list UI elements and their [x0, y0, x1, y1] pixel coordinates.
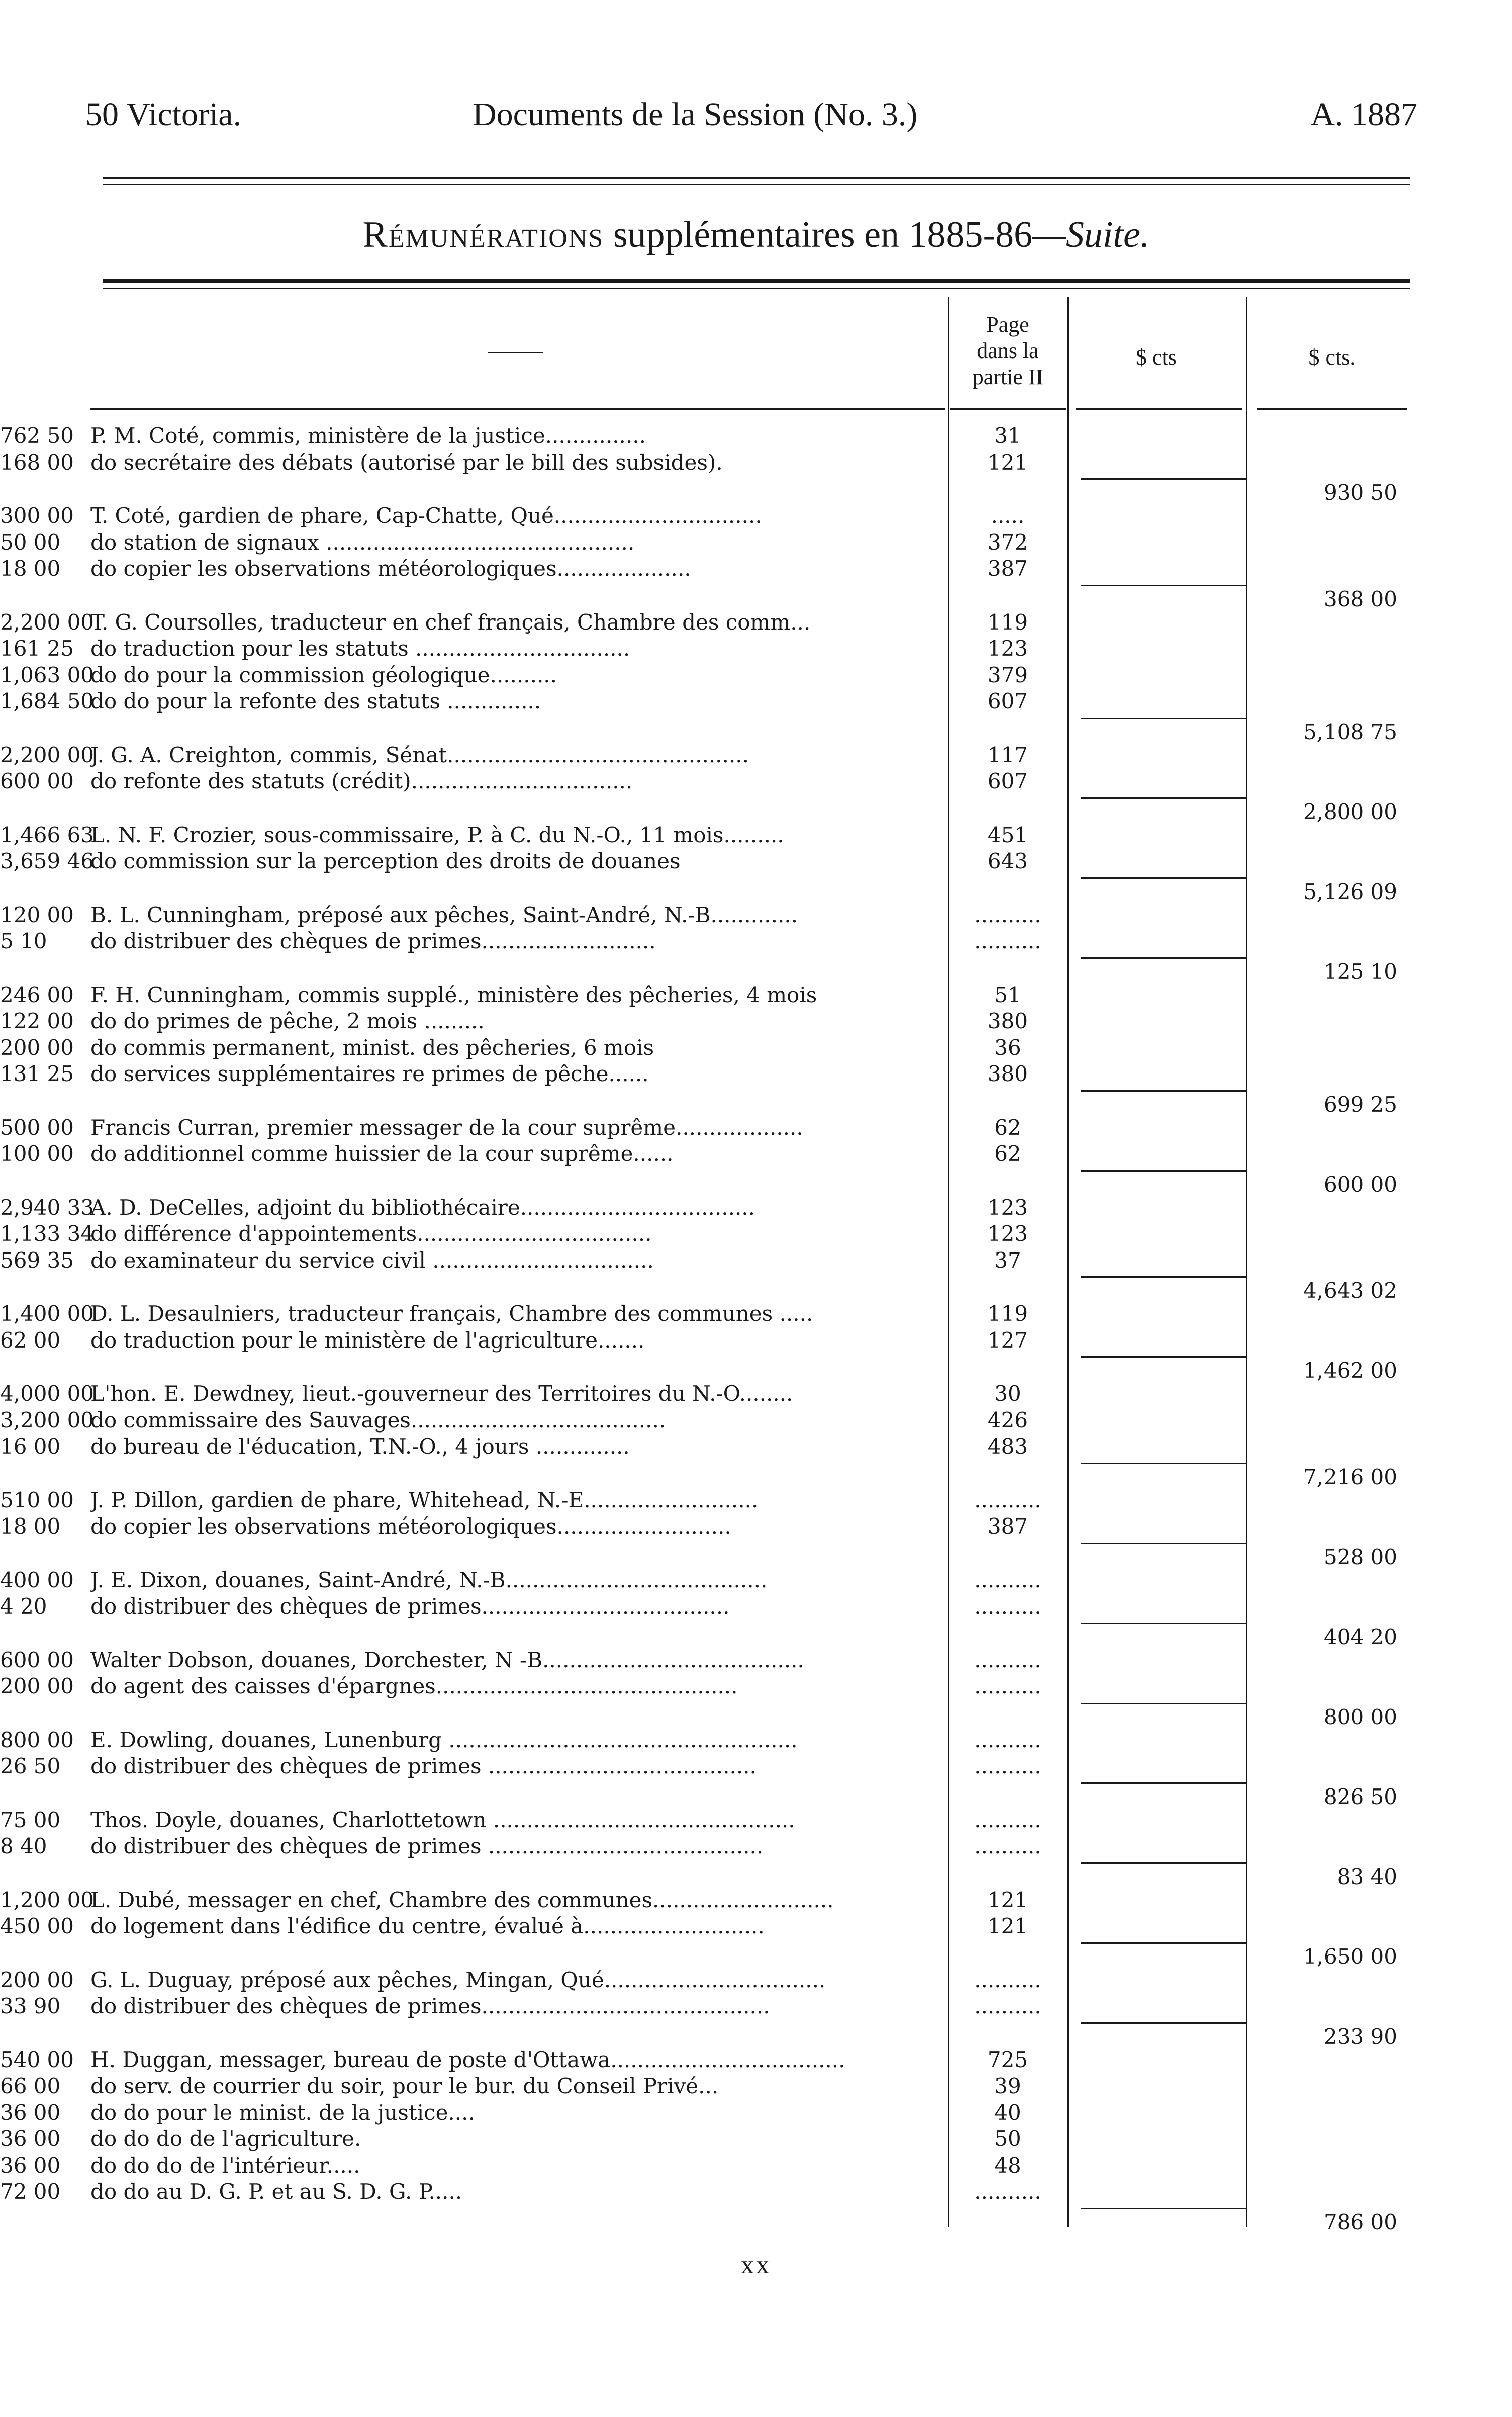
entry-page: 123: [987, 1195, 1028, 1220]
entry-amount: 2,200 00: [0, 742, 94, 767]
entry-amount: 1,133 34: [0, 1221, 94, 1246]
group-total: 7,216 00: [1303, 1464, 1397, 1489]
subtotal-rule: [1081, 1170, 1247, 1172]
entry-amount: 100 00: [0, 1141, 74, 1166]
entry-page: 123: [987, 636, 1028, 661]
table-row: [0, 1993, 1512, 2020]
entry-page: 40: [994, 2100, 1021, 2125]
entry-amount: 33 90: [0, 1994, 61, 2018]
group-total: 404 20: [1324, 1624, 1397, 1649]
table-row: [0, 1673, 1512, 1700]
entry-page: 725: [987, 2047, 1028, 2072]
entry-page: 39: [994, 2074, 1021, 2098]
entry-amount: 62 00: [0, 1327, 61, 1353]
group-total: 528 00: [1324, 1544, 1397, 1569]
entry-page: 607: [987, 769, 1028, 793]
entry-description: do distribuer des chèques de primes...........................................: [90, 1994, 770, 2018]
table-row: [0, 742, 1512, 769]
entry-page: .....: [991, 503, 1025, 528]
table-row: [0, 688, 1512, 715]
entry-page: ..........: [974, 1967, 1042, 1992]
entry-description: do serv. de courrier du soir, pour le bur. du Conseil Privé...: [90, 2074, 719, 2098]
entry-page: 62: [994, 1141, 1021, 1166]
entry-description: Francis Curran, premier messager de la cour suprême...................: [90, 1115, 803, 1140]
entry-description: do do pour le minist. de la justice....: [90, 2100, 475, 2125]
table-row: [0, 1114, 1512, 1141]
entry-amount: 5 10: [0, 929, 47, 953]
entry-amount: 246 00: [0, 982, 74, 1007]
amount-column-header: $ cts: [1136, 345, 1177, 370]
table-row: [0, 1327, 1512, 1354]
entry-page: ..........: [974, 1727, 1042, 1752]
entry-page: ..........: [974, 1567, 1042, 1592]
entry-description: do do pour la commission géologique..........: [90, 662, 557, 687]
table-row: [0, 1487, 1512, 1514]
entry-description: do do primes de pêche, 2 mois .........: [90, 1009, 485, 1033]
entry-page: ..........: [974, 929, 1042, 953]
entry-description: do traduction pour les statuts ................................: [90, 636, 630, 661]
description-column-header: [488, 352, 543, 353]
entry-description: do do au D. G. P. et au S. D. G. P.....: [90, 2179, 462, 2204]
table-row: [0, 609, 1512, 636]
entry-page: 387: [987, 1514, 1028, 1539]
entry-amount: 2,940 33: [0, 1195, 94, 1220]
entry-page: 379: [987, 662, 1028, 687]
group-total: 5,108 75: [1303, 719, 1397, 744]
entry-page: 483: [987, 1434, 1028, 1459]
entry-description: do refonte des statuts (crédit).................................: [90, 769, 633, 793]
entry-page: 117: [987, 742, 1028, 767]
entry-amount: 2,200 00: [0, 609, 94, 635]
table-row: [0, 1060, 1512, 1088]
entry-description: L. Dubé, messager en chef, Chambre des communes...........................: [90, 1887, 834, 1912]
entry-page: 121: [987, 1887, 1028, 1912]
table-row: [0, 1753, 1512, 1780]
table-row: [0, 529, 1512, 556]
entry-amount: 500 00: [0, 1115, 74, 1140]
entry-description: L'hon. E. Dewdney, lieut.-gouverneur des Territoires du N.-O........: [90, 1381, 793, 1406]
table-row: [0, 1433, 1512, 1460]
entry-description: Walter Dobson, douanes, Dorchester, N -B.......................................: [90, 1647, 804, 1672]
entry-page: 387: [987, 556, 1028, 581]
page-header-line-3: partie II: [972, 365, 1044, 389]
entry-description: do commis permanent, minist. des pêcheries, 6 mois: [90, 1035, 654, 1060]
group-total: 4,643 02: [1303, 1278, 1397, 1303]
entry-description: G. L. Duguay, préposé aux pêches, Mingan, Qué.................................: [90, 1967, 826, 1992]
table-row: [0, 1593, 1512, 1620]
entry-amount: 600 00: [0, 1647, 74, 1672]
title-suite: —Suite.: [1032, 214, 1150, 255]
entry-description: do station de signaux ..............................................: [90, 529, 635, 555]
entry-description: do copier les observations météorologiques..........................: [90, 1514, 731, 1539]
table-row: [0, 2073, 1512, 2100]
entry-amount: 3,659 46: [0, 849, 94, 873]
entry-page: ..........: [974, 2179, 1042, 2204]
entry-amount: 50 00: [0, 529, 61, 555]
entry-amount: 600 00: [0, 769, 74, 793]
entry-amount: 762 50: [0, 423, 74, 448]
entry-amount: 4,000 00: [0, 1381, 94, 1406]
entry-page: 426: [987, 1407, 1028, 1433]
table-row: [0, 1194, 1512, 1221]
entry-description: do bureau de l'éducation, T.N.-O., 4 jours ..............: [90, 1434, 630, 1459]
group-total: 125 10: [1324, 959, 1397, 984]
entry-description: H. Duggan, messager, bureau de poste d'Ottawa...................................: [90, 2047, 845, 2072]
title-rule-thin: [103, 288, 1410, 289]
column-header-rule-page: [950, 408, 1066, 410]
entry-amount: 300 00: [0, 503, 74, 528]
entry-description: do traduction pour le ministère de l'agriculture.......: [90, 1327, 645, 1353]
table-row: [0, 662, 1512, 689]
entry-description: do logement dans l'édifice du centre, évalué à...........................: [90, 1914, 765, 1938]
header-session: 50 Victoria.: [85, 96, 242, 133]
entry-page: 37: [994, 1247, 1021, 1273]
entry-amount: 66 00: [0, 2074, 61, 2098]
entry-page: ..........: [974, 1994, 1042, 2018]
table-row: [0, 1220, 1512, 1247]
entry-description: P. M. Coté, commis, ministère de la justice...............: [90, 423, 646, 448]
page-title: [0, 214, 1512, 256]
title-rest: supplémentaires en 1885-86: [604, 214, 1033, 255]
table-row: [0, 928, 1512, 955]
entry-amount: 200 00: [0, 1674, 74, 1698]
entry-page: 643: [987, 849, 1028, 873]
entry-description: do copier les observations météorologiques....................: [90, 556, 691, 581]
table-row: [0, 1966, 1512, 1994]
entry-description: J. G. A. Creighton, commis, Sénat.............................................: [90, 742, 749, 767]
entry-description: do distribuer des chèques de primes ........................................: [90, 1754, 757, 1778]
table-row: [0, 1567, 1512, 1594]
entry-description: do agent des caisses d'épargnes.............................................: [90, 1674, 738, 1698]
group-total: 1,650 00: [1303, 1944, 1397, 1969]
group-total: 1,462 00: [1303, 1358, 1397, 1383]
table-row: [0, 981, 1512, 1009]
column-header-rule: [90, 408, 945, 410]
header-rule-bottom: [103, 184, 1410, 185]
subtotal-rule: [1081, 2022, 1247, 2024]
entry-description: B. L. Cunningham, préposé aux pêches, Saint-André, N.-B.............: [90, 902, 798, 927]
table-row: [0, 1407, 1512, 1434]
entry-description: T. G. Coursolles, traducteur en chef français, Chambre des comm...: [90, 609, 811, 635]
entry-amount: 1,200 00: [0, 1887, 94, 1912]
group-total: 699 25: [1324, 1092, 1397, 1117]
entry-description: do distribuer des chèques de primes .........................................: [90, 1834, 764, 1858]
entry-description: D. L. Desaulniers, traducteur français, Chambre des communes .....: [90, 1301, 813, 1326]
entry-amount: 8 40: [0, 1834, 47, 1858]
entry-page: ..........: [974, 1594, 1042, 1619]
entry-amount: 26 50: [0, 1754, 61, 1778]
entry-page: 121: [987, 450, 1028, 475]
page-header: [85, 96, 1418, 136]
table-row: [0, 1008, 1512, 1035]
entry-amount: 400 00: [0, 1567, 74, 1592]
table-row: [0, 1887, 1512, 1914]
entry-amount: 18 00: [0, 1514, 61, 1539]
entry-page: 36: [994, 1035, 1021, 1060]
subtotal-rule: [1081, 877, 1247, 879]
page-column-header: [950, 312, 1066, 390]
entry-description: J. P. Dillon, gardien de phare, Whitehead, N.-E..........................: [90, 1487, 759, 1512]
entry-description: J. E. Dixon, douanes, Saint-André, N.-B.......................................: [90, 1567, 768, 1592]
entry-description: do distribuer des chèques de primes.....................................: [90, 1594, 730, 1619]
entry-page: 380: [987, 1009, 1028, 1033]
table-row: [0, 2046, 1512, 2074]
entry-page: 127: [987, 1327, 1028, 1353]
subtotal-rule: [1081, 1862, 1247, 1864]
table-row: [0, 635, 1512, 662]
entry-description: do services supplémentaires re primes de pêche......: [90, 1061, 649, 1086]
entry-description: F. H. Cunningham, commis supplé., ministère des pêcheries, 4 mois: [90, 982, 817, 1007]
entry-description: do différence d'appointements...................................: [90, 1221, 652, 1246]
subtotal-rule: [1081, 1942, 1247, 1944]
entry-description: do do pour la refonte des statuts ..............: [90, 689, 541, 713]
subtotal-rule: [1081, 1782, 1247, 1784]
table-row: [0, 1727, 1512, 1754]
subtotal-rule: [1081, 1543, 1247, 1544]
subtotal-rule: [1081, 1703, 1247, 1704]
entry-amount: 800 00: [0, 1727, 74, 1752]
entry-page: 51: [994, 982, 1021, 1007]
entry-amount: 540 00: [0, 2047, 74, 2072]
table-row: [0, 422, 1512, 450]
subtotal-rule: [1081, 1623, 1247, 1624]
total-column-header: $ cts.: [1308, 345, 1356, 370]
entry-page: 119: [987, 609, 1028, 635]
entry-description: A. D. DeCelles, adjoint du bibliothécaire...................................: [90, 1195, 755, 1220]
table-row: [0, 1300, 1512, 1327]
subtotal-rule: [1081, 1463, 1247, 1464]
subtotal-rule: [1081, 585, 1247, 586]
entry-amount: 1,400 00: [0, 1301, 94, 1326]
page-number: xx: [741, 2251, 771, 2279]
table-row: [0, 1247, 1512, 1274]
entry-amount: 3,200 00: [0, 1407, 94, 1433]
subtotal-rule: [1081, 718, 1247, 719]
entry-description: do secrétaire des débats (autorisé par le bill des subsides).: [90, 450, 723, 475]
table-row: [0, 449, 1512, 476]
entry-amount: 16 00: [0, 1434, 61, 1459]
entry-page: ..........: [974, 1754, 1042, 1778]
group-total: 800 00: [1324, 1704, 1397, 1729]
table-row: [0, 1833, 1512, 1860]
entry-description: Thos. Doyle, douanes, Charlottetown .............................................: [90, 1807, 795, 1832]
entry-amount: 18 00: [0, 556, 61, 581]
entry-amount: 168 00: [0, 450, 74, 475]
entry-amount: 120 00: [0, 902, 74, 927]
group-total: 368 00: [1324, 586, 1397, 611]
entry-amount: 1,466 63: [0, 822, 94, 847]
entry-amount: 131 25: [0, 1061, 74, 1086]
entry-amount: 122 00: [0, 1009, 74, 1033]
subtotal-rule: [1081, 1276, 1247, 1278]
entry-page: 62: [994, 1115, 1021, 1140]
entry-amount: 36 00: [0, 2153, 61, 2178]
entry-page: 607: [987, 689, 1028, 713]
subtotal-rule: [1081, 1356, 1247, 1358]
table-row: [0, 1140, 1512, 1168]
subtotal-rule: [1081, 2208, 1247, 2209]
entry-description: do commission sur la perception des droits de douanes: [90, 849, 681, 873]
group-total: 930 50: [1324, 480, 1397, 505]
group-total: 600 00: [1324, 1172, 1397, 1197]
header-rule-top: [103, 177, 1410, 179]
table-row: [0, 1647, 1512, 1674]
entry-page: 121: [987, 1914, 1028, 1938]
group-total: 233 90: [1324, 2024, 1397, 2049]
column-header-rule-total: [1257, 408, 1407, 410]
table-row: [0, 2152, 1512, 2179]
header-year: A. 1887: [1310, 96, 1418, 133]
table-row: [0, 1913, 1512, 1940]
table-row: [0, 822, 1512, 849]
table-row: [0, 2178, 1512, 2205]
entry-description: do do do de l'intérieur.....: [90, 2153, 360, 2178]
entry-amount: 75 00: [0, 1807, 61, 1832]
title-main: Rémunérations: [362, 214, 604, 255]
table-row: [0, 902, 1512, 929]
entry-page: 123: [987, 1221, 1028, 1246]
table-row: [0, 1380, 1512, 1407]
entry-description: do additionnel comme huissier de la cour suprême......: [90, 1141, 674, 1166]
entry-amount: 4 20: [0, 1594, 47, 1619]
group-total: 826 50: [1324, 1784, 1397, 1809]
entry-amount: 36 00: [0, 2126, 61, 2151]
entry-page: 50: [994, 2126, 1021, 2151]
entry-amount: 1,684 50: [0, 689, 94, 713]
table-row: [0, 502, 1512, 529]
entry-page: 48: [994, 2153, 1021, 2178]
entry-page: ..........: [974, 902, 1042, 927]
entry-page: 372: [987, 529, 1028, 555]
title-rule-thick: [103, 279, 1410, 283]
table-row: [0, 2125, 1512, 2153]
entry-page: 380: [987, 1061, 1028, 1086]
entry-amount: 161 25: [0, 636, 74, 661]
entry-page: 119: [987, 1301, 1028, 1326]
table-row: [0, 1513, 1512, 1540]
entry-page: ..........: [974, 1647, 1042, 1672]
entry-amount: 450 00: [0, 1914, 74, 1938]
entry-description: T. Coté, gardien de phare, Cap-Chatte, Qué...............................: [90, 503, 762, 528]
header-document-title: Documents de la Session (No. 3.): [472, 96, 918, 133]
column-header-rule-amount: [1076, 408, 1242, 410]
entry-page: 31: [994, 423, 1021, 448]
table-row: [0, 848, 1512, 875]
entry-description: do do do de l'agriculture.: [90, 2126, 361, 2151]
entry-page: ..........: [974, 1674, 1042, 1698]
entry-amount: 36 00: [0, 2100, 61, 2125]
entry-page: ..........: [974, 1807, 1042, 1832]
group-total: 2,800 00: [1303, 799, 1397, 824]
group-total: 83 40: [1337, 1864, 1397, 1889]
table-row: [0, 1034, 1512, 1061]
table-row: [0, 555, 1512, 582]
entry-description: do commissaire des Sauvages......................................: [90, 1407, 666, 1433]
entry-amount: 200 00: [0, 1967, 74, 1992]
entry-amount: 510 00: [0, 1487, 74, 1512]
entry-description: do examinateur du service civil .................................: [90, 1247, 654, 1273]
entry-page: 30: [994, 1381, 1021, 1406]
subtotal-rule: [1081, 797, 1247, 799]
page-header-line-1: Page: [986, 312, 1029, 337]
entry-description: E. Dowling, douanes, Lunenburg ....................................................: [90, 1727, 798, 1752]
subtotal-rule: [1081, 1090, 1247, 1092]
subtotal-rule: [1081, 957, 1247, 959]
page-header-line-2: dans la: [977, 338, 1039, 363]
entry-amount: 1,063 00: [0, 662, 94, 687]
table-row: [0, 1807, 1512, 1834]
table-row: [0, 2099, 1512, 2126]
entry-description: L. N. F. Crozier, sous-commissaire, P. à C. du N.-O., 11 mois.........: [90, 822, 784, 847]
entry-page: 451: [987, 822, 1028, 847]
group-total: 5,126 09: [1303, 879, 1397, 904]
entry-amount: 72 00: [0, 2179, 61, 2204]
entry-page: ..........: [974, 1487, 1042, 1512]
entry-amount: 569 35: [0, 1247, 74, 1273]
subtotal-rule: [1081, 478, 1247, 480]
group-total: 786 00: [1324, 2209, 1397, 2234]
entry-description: do distribuer des chèques de primes..........................: [90, 929, 656, 953]
entry-amount: 200 00: [0, 1035, 74, 1060]
entry-page: ..........: [974, 1834, 1042, 1858]
table-row: [0, 768, 1512, 795]
